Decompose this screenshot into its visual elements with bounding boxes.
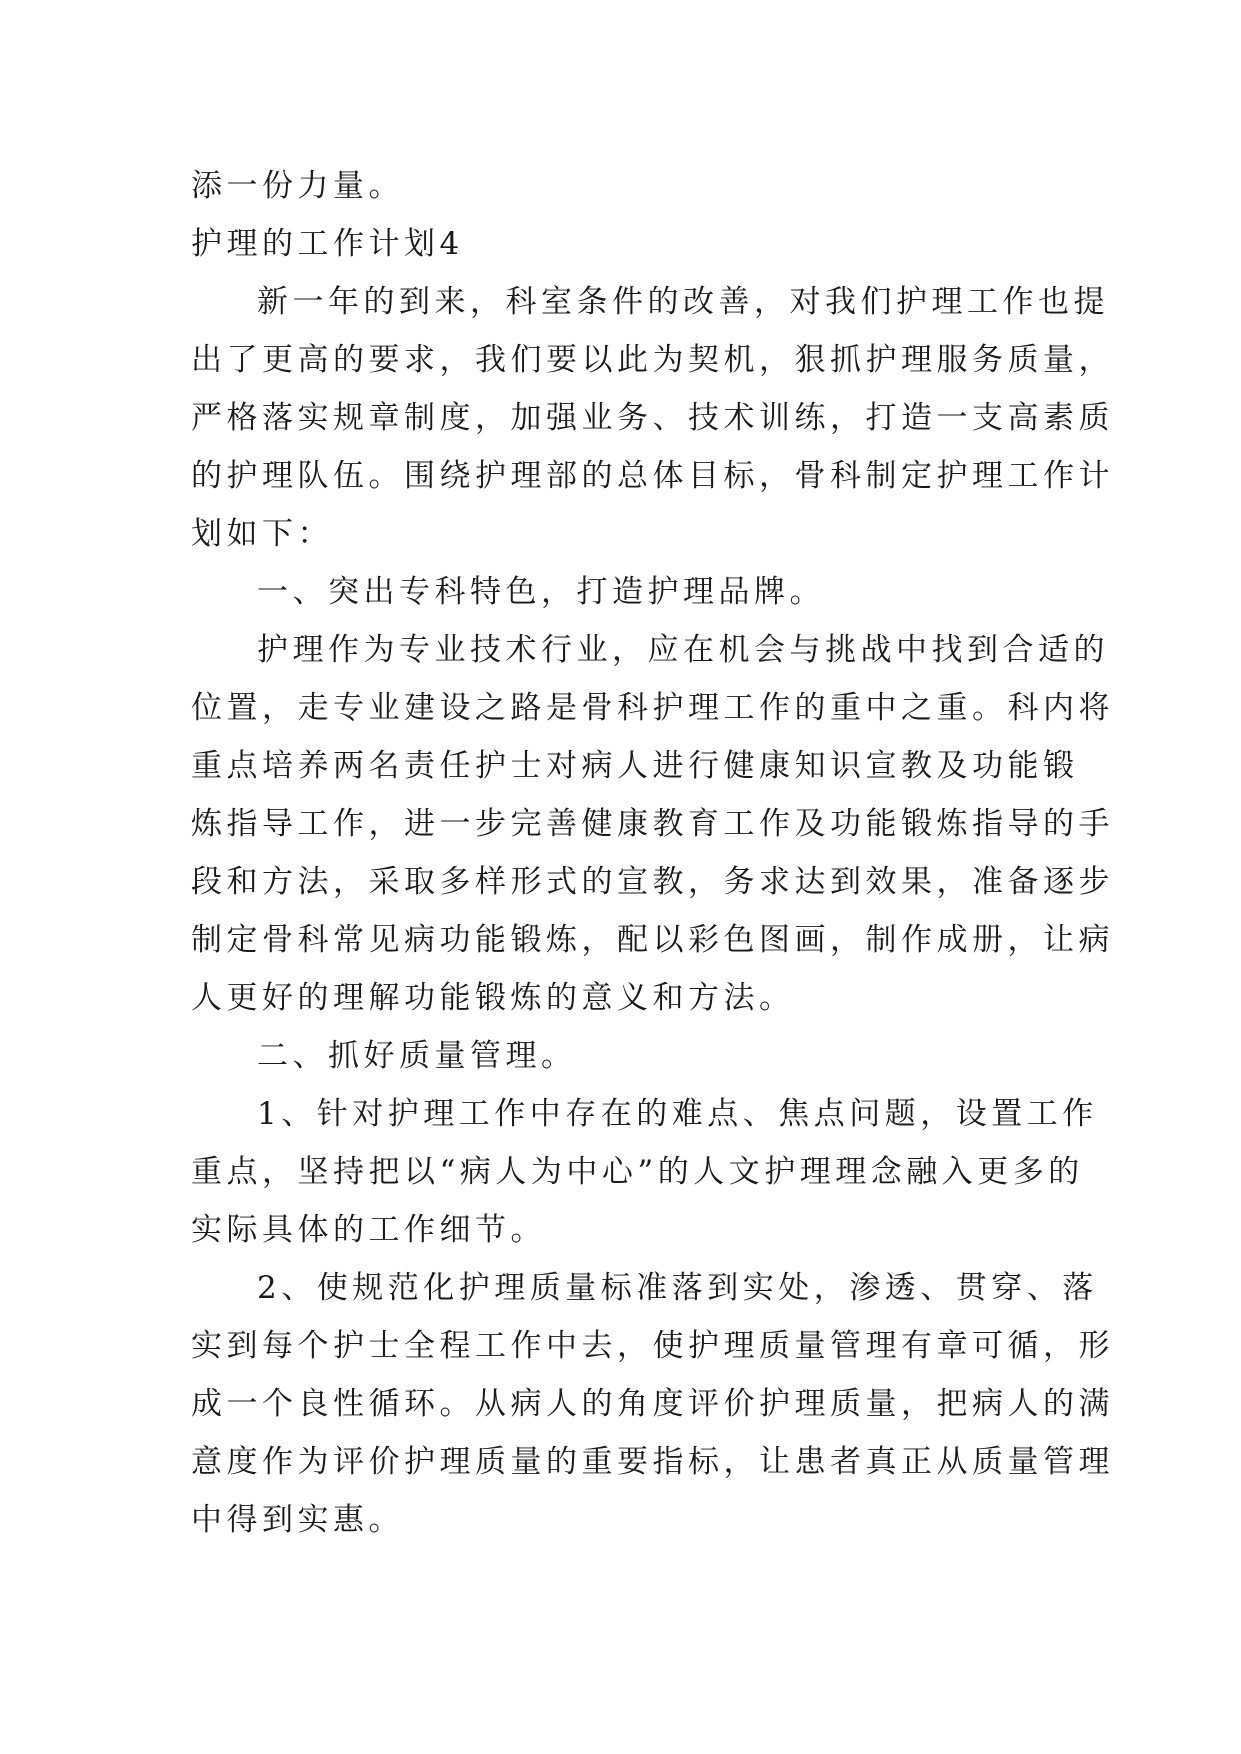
- text-line: 二、抓好质量管理。: [257, 1038, 577, 1074]
- text-line: 护理作为专业技术行业，应在机会与挑战中找到合适的: [257, 632, 1109, 668]
- text-line: 重点，坚持把以“病人为中心”的人文护理理念融入更多的: [191, 1154, 1084, 1190]
- text-line: 护理的工作计划4: [191, 226, 464, 262]
- text-line: 制定骨科常见病功能锻炼，配以彩色图画，制作成册，让病: [191, 922, 1114, 958]
- text-line: 实到每个护士全程工作中去，使护理质量管理有章可循，形: [191, 1328, 1114, 1364]
- text-line: 人更好的理解功能锻炼的意义和方法。: [191, 980, 795, 1016]
- text-line: 一、突出专科特色，打造护理品牌。: [257, 574, 825, 610]
- text-line: 添一份力量。: [191, 168, 404, 204]
- text-line: 意度作为评价护理质量的重要指标，让患者真正从质量管理: [191, 1444, 1114, 1480]
- text-line: 位置，走专业建设之路是骨科护理工作的重中之重。科内将: [191, 690, 1114, 726]
- text-line: 出了更高的要求，我们要以此为契机，狠抓护理服务质量，: [191, 342, 1114, 378]
- document-body: [191, 157, 1114, 1549]
- text-line: 1、针对护理工作中存在的难点、焦点问题，设置工作: [257, 1096, 1098, 1132]
- text-line: 新一年的到来，科室条件的改善，对我们护理工作也提: [257, 284, 1109, 320]
- text-line: 段和方法，采取多样形式的宣教，务求达到效果，准备逐步: [191, 864, 1114, 900]
- text-line: 严格落实规章制度，加强业务、技术训练，打造一支高素质: [191, 400, 1114, 436]
- text-line: 中得到实惠。: [191, 1502, 404, 1538]
- text-line: 划如下：: [191, 516, 333, 552]
- text-line: 成一个良性循环。从病人的角度评价护理质量，把病人的满: [191, 1386, 1114, 1422]
- text-line: 重点培养两名责任护士对病人进行健康知识宣教及功能锻: [191, 748, 1079, 784]
- text-line: 炼指导工作，进一步完善健康教育工作及功能锻炼指导的手: [191, 806, 1114, 842]
- text-line: 的护理队伍。围绕护理部的总体目标，骨科制定护理工作计: [191, 458, 1114, 494]
- text-line: 实际具体的工作细节。: [191, 1212, 546, 1248]
- text-line: 2、使规范化护理质量标准落到实处，渗透、贯穿、落: [257, 1270, 1098, 1306]
